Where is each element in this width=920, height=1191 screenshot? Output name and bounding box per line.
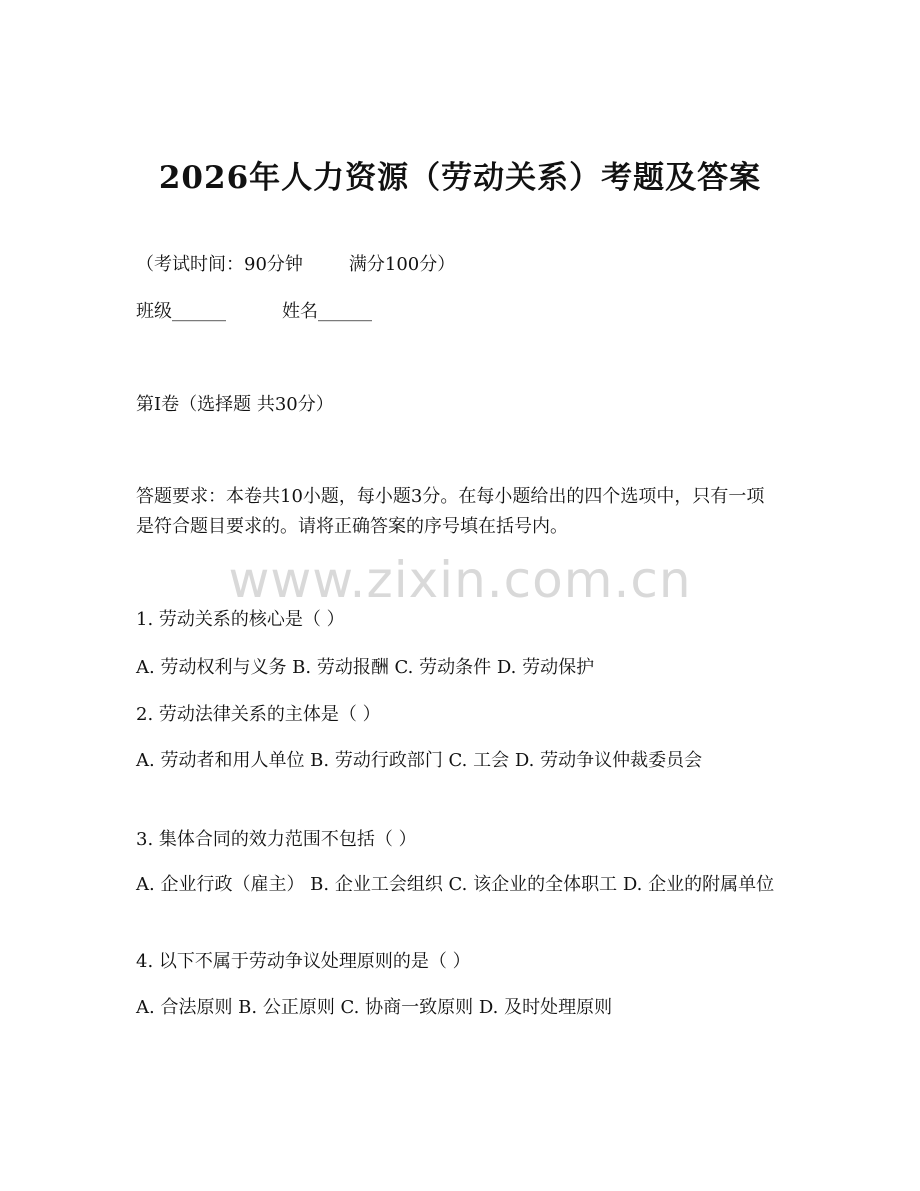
question-4-stem: 4. 以下不属于劳动争议处理原则的是（ ） bbox=[136, 951, 471, 972]
section-heading: 第I卷（选择题 共30分） bbox=[136, 394, 334, 415]
class-field: 班级______ bbox=[136, 301, 226, 322]
document-title: 2026年人力资源（劳动关系）考题及答案 bbox=[158, 160, 762, 196]
instructions: 答题要求：本卷共10小题，每小题3分。在每小题给出的四个选项中，只有一项是符合题目要求的。请将正确答案的序号填在括号内。 bbox=[136, 486, 765, 537]
question-2-options: A. 劳动者和用人单位 B. 劳动行政部门 C. 工会 D. 劳动争议仲裁委员会 bbox=[136, 750, 703, 771]
question-1-options: A. 劳动权利与义务 B. 劳动报酬 C. 劳动条件 D. 劳动保护 bbox=[136, 657, 595, 678]
watermark: www.zixin.com.cn bbox=[228, 551, 692, 609]
question-4-options: A. 合法原则 B. 公正原则 C. 协商一致原则 D. 及时处理原则 bbox=[136, 997, 613, 1018]
question-3-options: A. 企业行政（雇主） B. 企业工会组织 C. 该企业的全体职工 D. 企业的附属单位 bbox=[136, 874, 775, 895]
exam-time: （考试时间：90分钟 bbox=[136, 254, 303, 275]
name-field: 姓名______ bbox=[282, 301, 372, 322]
student-fields bbox=[136, 297, 786, 327]
question-3-stem: 3. 集体合同的效力范围不包括（ ） bbox=[136, 829, 417, 850]
exam-info bbox=[136, 250, 786, 280]
question-2-stem: 2. 劳动法律关系的主体是（ ） bbox=[136, 704, 381, 725]
exam-full-score: 满分100分） bbox=[348, 254, 456, 275]
question-1-stem: 1. 劳动关系的核心是（ ） bbox=[136, 609, 345, 630]
